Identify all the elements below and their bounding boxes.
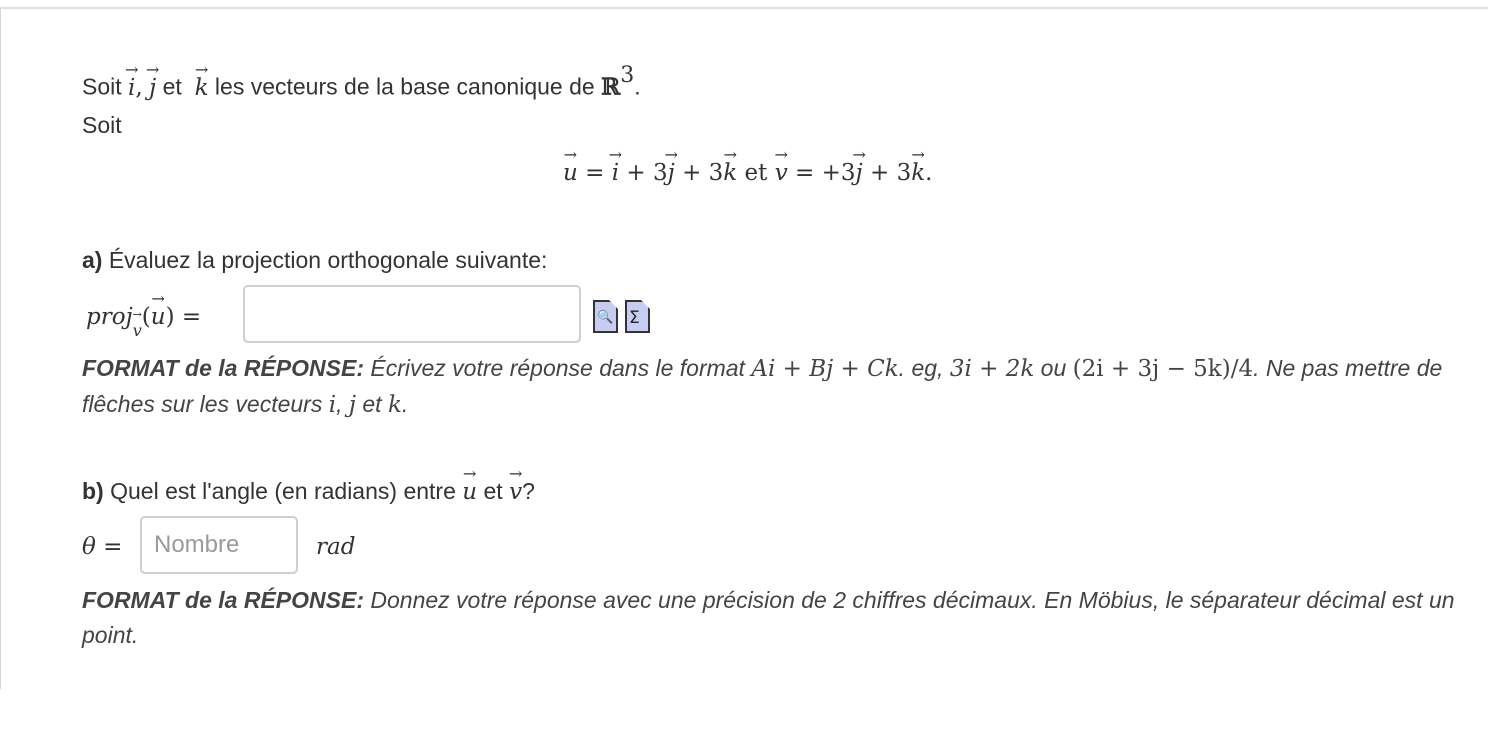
term: + 3 [682, 160, 724, 186]
theta-label [82, 533, 122, 561]
projection-label [86, 303, 201, 339]
part-b-format-note [82, 583, 1462, 653]
vector-u: → u [563, 159, 578, 187]
proj-text: proj [86, 304, 133, 330]
term: + 3 [626, 160, 668, 186]
magnifier-icon: 🔍 [597, 310, 614, 325]
equation-editor-button[interactable] [625, 300, 650, 333]
exponent: 3 [620, 63, 635, 88]
format-text: ou [1040, 355, 1067, 381]
vector-j: → j [668, 159, 675, 187]
intro-text: Soit [82, 73, 122, 100]
term: + 3 [869, 160, 912, 186]
format-text: . [401, 391, 409, 417]
vector-k: → k [195, 74, 209, 102]
format-math: 3i + 2k [949, 356, 1035, 382]
unit-label [316, 533, 355, 561]
soit-line: Soit [82, 112, 122, 138]
angle-answer-input[interactable] [140, 516, 298, 574]
format-text: . Ne pas mettre de flêches sur les vecteurs [82, 355, 1443, 417]
intro-text: les vecteurs de la base canonique de [214, 73, 595, 100]
paren: ( [141, 304, 151, 330]
format-label: FORMAT de la RÉPONSE: [82, 355, 364, 381]
vector-v: → $_v$ [133, 317, 142, 345]
question-text: et [483, 478, 503, 504]
vector-v: → v [509, 478, 522, 506]
format-text: . eg, [898, 355, 944, 381]
period: . [925, 160, 933, 186]
format-math: k [387, 392, 402, 418]
period: . [634, 73, 641, 100]
format-text: , [336, 391, 343, 417]
et-word: et [744, 160, 768, 186]
format-text: Donnez votre réponse avec une précision de 2 chiffres décimaux. En Möbius, le séparateur décimal est un point. [82, 587, 1455, 648]
question-text: Évaluez la projection orthogonale suivante: [108, 247, 548, 273]
format-math: i [328, 392, 337, 418]
question-text: ? [522, 478, 535, 504]
vector-u: → u [462, 478, 477, 506]
question-text: Quel est l'angle (en radians) entre [110, 478, 456, 504]
format-text: Écrivez votre réponse dans le format [370, 355, 745, 381]
theta-equals: θ = [82, 534, 123, 560]
intro-line [82, 63, 641, 102]
preview-button[interactable] [593, 300, 618, 333]
part-a-format-note [82, 351, 1462, 423]
vector-i: → i [128, 74, 135, 102]
vector-i: → i [612, 159, 619, 187]
vector-k: → k [723, 159, 737, 187]
vector-v: → v [775, 159, 788, 187]
format-label: FORMAT de la RÉPONSE: [82, 587, 364, 613]
format-math: Ai + Bj + Ck [751, 356, 899, 382]
part-letter: a) [82, 247, 103, 273]
projection-answer-input[interactable] [243, 285, 581, 343]
format-text: et [362, 391, 382, 417]
part-a-question [82, 246, 547, 274]
vector-k: → k [911, 159, 925, 187]
vector-u: → u [151, 303, 166, 331]
term: = +3 [795, 160, 856, 186]
format-math: (2i + 3j − 5k)/4 [1072, 356, 1254, 382]
vector-definitions [563, 159, 932, 187]
real-numbers-symbol: ℝ [601, 73, 621, 101]
sigma-icon: Σ [629, 308, 640, 328]
vector-j: → j [149, 74, 156, 102]
part-letter: b) [82, 478, 104, 504]
equals: = [585, 160, 605, 186]
intro-text: et [162, 73, 182, 100]
equals: ) = [165, 304, 202, 330]
rad-unit: rad [316, 534, 356, 560]
vector-j: → j [856, 159, 863, 187]
comma: , [135, 74, 143, 101]
part-b-question [82, 477, 535, 506]
format-math: j [348, 392, 356, 418]
